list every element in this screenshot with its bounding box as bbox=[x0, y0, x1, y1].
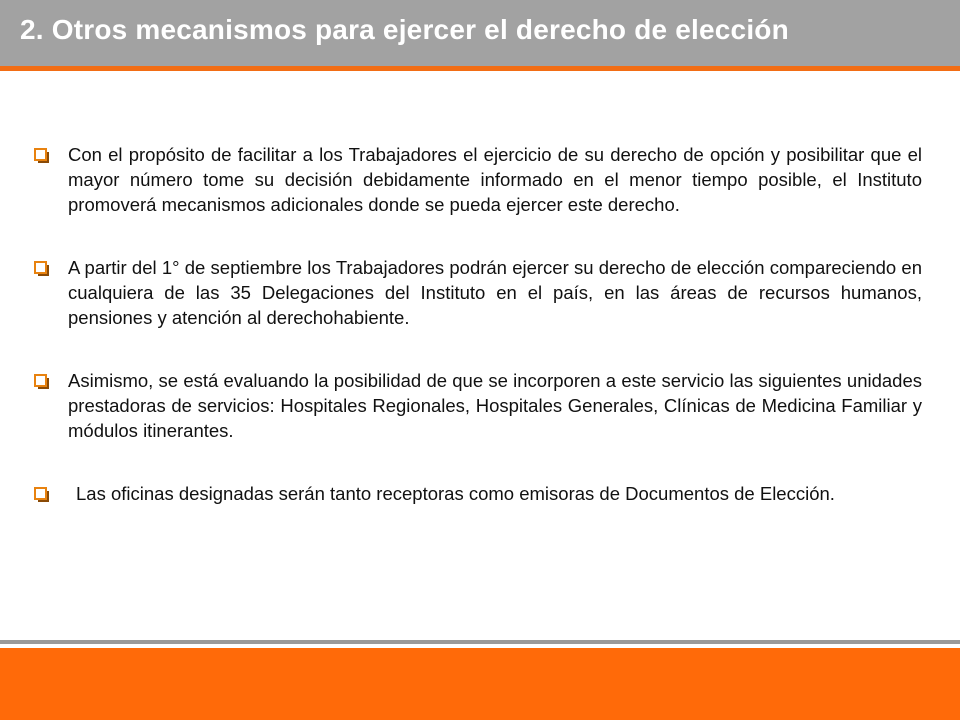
bullet-list bbox=[34, 142, 922, 506]
slide-title: 2. Otros mecanismos para ejercer el derecho de elección bbox=[20, 14, 789, 45]
hollow-square-bullet-icon bbox=[34, 255, 68, 279]
bullet-text: Las oficinas designadas serán tanto receptoras como emisoras de Documentos de Elección. bbox=[76, 483, 835, 504]
footer-divider bbox=[0, 640, 960, 644]
title-accent-line bbox=[0, 66, 960, 71]
bullet-item bbox=[34, 481, 922, 506]
bullet-text: Asimismo, se está evaluando la posibilidad de que se incorporen a este servicio las siguientes unidades prestadoras de servicios: Hospitales Regionales, Hospitales Generales, Clínicas de Medicina Familiar y módulos itinerantes. bbox=[68, 370, 922, 441]
footer-bar bbox=[0, 648, 960, 720]
title-bar bbox=[0, 0, 960, 66]
bullet-item bbox=[34, 255, 922, 330]
bullet-item bbox=[34, 368, 922, 443]
bullet-text: Con el propósito de facilitar a los Trabajadores el ejercicio de su derecho de opción y posibilitar que el mayor número tome su decisión debidamente informado en el menor tiempo posible, el Instituto promoverá mecanismos adicionales donde se pueda ejercer este derecho. bbox=[68, 144, 922, 215]
hollow-square-bullet-icon bbox=[34, 142, 68, 166]
bullet-text: A partir del 1° de septiembre los Trabajadores podrán ejercer su derecho de elección compareciendo en cualquiera de las 35 Delegaciones del Instituto en el país, en las áreas de recursos humanos, pensiones y atención al derechohabiente. bbox=[68, 257, 922, 328]
hollow-square-bullet-icon bbox=[34, 481, 68, 505]
hollow-square-bullet-icon bbox=[34, 368, 68, 392]
bullet-item bbox=[34, 142, 922, 217]
